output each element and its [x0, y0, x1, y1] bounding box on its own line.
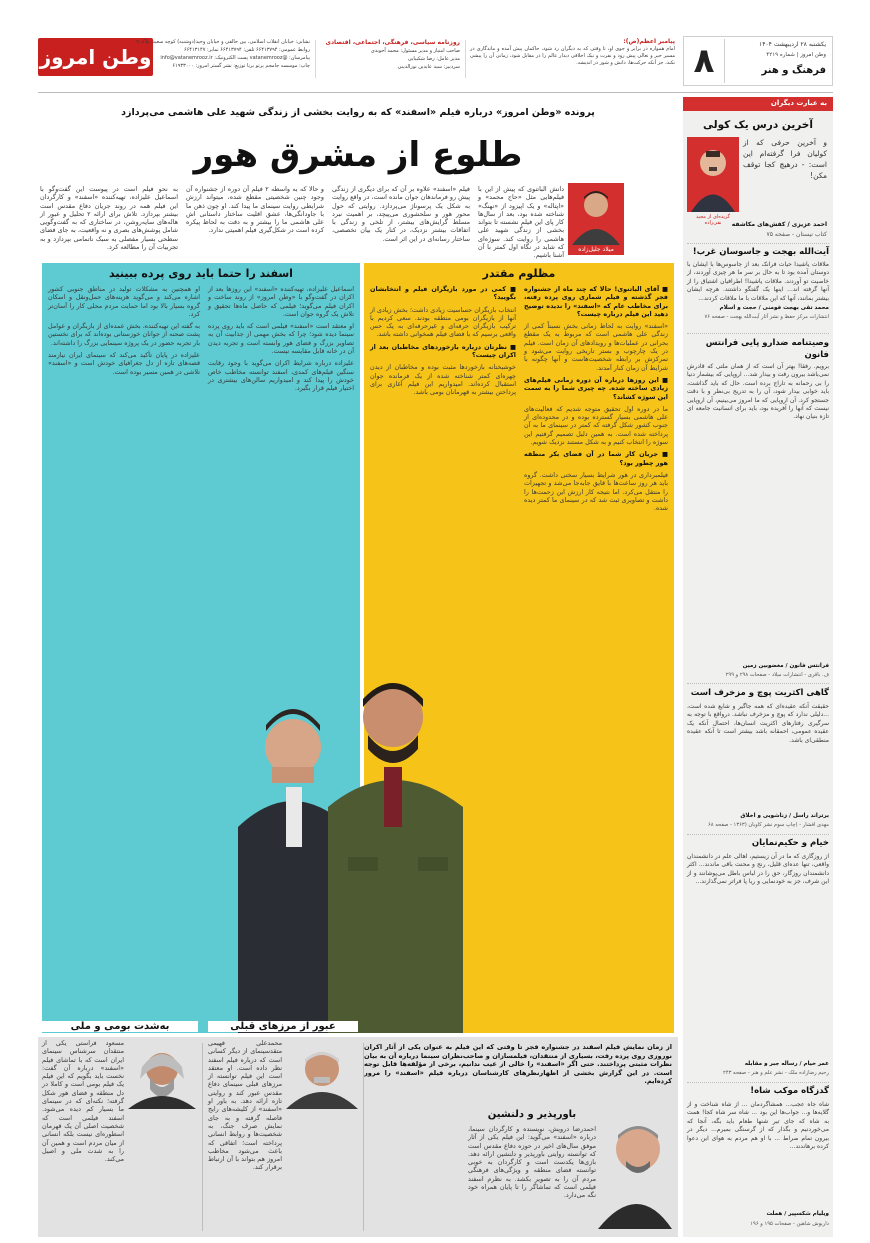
sidebar-lead-source: کتاب نیستان - صفحه ۷۵	[766, 231, 827, 238]
opinion-portrait-figure	[598, 1109, 672, 1229]
interview-question: ■ جریان کار شما در آن فضای بکر منطقه هور چطور بود؟	[524, 450, 668, 467]
sidebar-item-byline: محمد تقی بهجت فومنی / حجت و اسلام	[719, 305, 829, 311]
interview-question: ■ آقای الباتنوی! حالا که چند ماه از جشنواره فجر گذشته و فیلم شماری روی پرده رفته، برای مخاطب عام که «اسفند» را ندیده توضیح دهید این فیلم درباره چیست؟	[524, 285, 668, 318]
prophet-quote-title: پیامبر اعظم(ص):	[623, 38, 675, 45]
sidebar-item-source: داریوش شاهین - صفحات ۱۹۵ و ۱۹۶	[750, 1221, 829, 1227]
author-portrait	[568, 183, 624, 245]
opinion-portrait	[286, 1039, 358, 1109]
prophet-quote	[470, 38, 675, 80]
section-label: فرهنگ و هنر	[761, 65, 826, 76]
sidebar-item-body: شاه جاه عجب... همشاگردمان ... از شاه شناخت و از گلایه‌ها و... جواب‌ها این بود ... شاه سر شاه کجا! همت به شاه که جای تیر شنها طعام باید بگه، آنجا که می‌خوردنیم و بگذار که از گرسنگی بمیرم... دیگر در بیرون تمام صراط ... با او هم مردم به هوای این دعوا کرده برهاندند...	[687, 1101, 829, 1151]
producer-paragraph: اسماعیل علیزاده، تهیه‌کننده «اسفند» این روزها بعد از اکران در گفت‌وگو با «وطن امروز» از روند ساخت و اکران فیلم می‌گوید؛ فیلمی که حاصل ماه‌ها تحقیق و تلاش یک گروه جوان است.	[208, 285, 354, 318]
sidebar-item-title: وصیتنامه ضدارو پایی فرانتس فانون	[705, 338, 829, 360]
producer-paragraph: به گفته این تهیه‌کننده، بخش عمده‌ای از بازیگران و عوامل پشت صحنه از جوانان خوزستانی بوده‌اند که برای نخستین بار تجربه حضور در یک پروژه سینمایی بزرگ را داشته‌اند.	[48, 322, 200, 347]
masthead	[0, 0, 870, 92]
sidebar-item-byline: عمر خیام / رساله جبر و مقابله	[744, 1061, 829, 1067]
producer-left-column	[48, 285, 200, 1025]
sidebar-item-byline: برتراند راسل / زناشویی و اخلاق	[740, 813, 829, 819]
opinion-title: عبور از مرزهای قبلی	[208, 1021, 358, 1032]
interview-answer: خوشبختانه بازخوردها مثبت بوده و مخاطبان از دیدن چهره‌ای کمتر شناخته شده از یک فرمانده جوان استقبال کرده‌اند. امیدواریم این فیلم آغازی برای پرداختن بیشتر به قهرمانان بومی باشد.	[370, 363, 516, 397]
sidebar-lead-title: آخرین درس یک کولی	[703, 119, 813, 131]
opinion-body: مسعود فراستی یکی از منتقدان سرشناس سینمای ایران است که با تماشای فیلم «اسفند» درباره آن گفت: نخست باید بگویم که این فیلم یک فیلم بومی است و کاملا در دل منطقه و فضای هور شکل گرفته؛ نکته‌ای که در سینمای ما بسیار کم دیده می‌شود. اسفند فیلمی است که شخصیت اصلی آن یک قهرمان اسطوره‌ای نیست بلکه انسانی از میان مردم است و همین آن را به شدت ملی و اصیل می‌کند.	[42, 1039, 124, 1164]
sidebar-item-byline: فرانتس فانون / مغضوبین زمین	[742, 663, 829, 669]
publisher-line: صاحب امتیاز و مدیر مسئول: محمد آخوندی	[370, 48, 460, 54]
sidebar-item-source: انتشارات مرکز حفظ و نشر آثار آیت‌الله بهجت - صفحه ۷۶	[704, 314, 829, 320]
opinion-body-continued	[208, 1113, 358, 1231]
article-headline: طلوع از مشرق هور	[193, 135, 523, 175]
publisher-line-title: روزنامه سیاسی، فرهنگی، اجتماعی، اقتصادی	[325, 39, 460, 46]
sidebar-lead-body: و آخرین حرفی که از کولیان فرا گرفته‌ام این است: - درهیچ کجا توقف مکن!	[743, 138, 827, 180]
producer-title: اسفند را حتما باید روی پرده ببینید	[109, 267, 293, 280]
date-box	[683, 36, 833, 86]
opinion-title: باورپذیر و دلنشین	[487, 1109, 577, 1120]
producer-paragraph: او همچنین به مشکلات تولید در مناطق جنوبی کشور اشاره می‌کند و می‌گوید هزینه‌های حمل‌ونقل و اسکان گروه بسیار بالا بود اما حمایت مردم محلی کار را آسان‌تر کرد.	[48, 285, 200, 318]
sidebar-lead-byline: احمد عزیزی / کفش‌های مکاشفه	[731, 221, 827, 228]
article-kicker: پرونده «وطن امروز» درباره فیلم «اسفند» که به روایت بخشی از زندگی شهید علی هاشمی می‌پردازد	[121, 107, 595, 118]
sidebar-item-body: برویم. رفقا! بهتر آن است که از همان ملتی که قادرش نمی‌باشد بیرون رفت و بیدار شد... اروپایی که بیشمار دنیا را بی رحمانه به تاراج برده است. حال که باید گذاشت، باید خوابی بیدار شود، آن را به تدریج بی‌نظر و با دقت جستجو کرد. آن اروپایی که ما امروز می‌بینیم، آن اروپایی نیست که آنها را آفریده بود، باید برای انسانیت جامعه ای تازه بنیان نهاد.	[687, 363, 829, 421]
interview-title: مظلوم مقتدر	[482, 267, 556, 280]
interview-question: ■ نظرتان درباره بازخوردهای مخاطبان بعد از اکران چیست؟	[370, 342, 516, 360]
publisher-line: سردبیر: سید عابدین نورالدینی	[397, 64, 460, 70]
interview-question: ■ این روزها درباره آن دوره زمانی فیلم‌های زیادی ساخته شده. چه چیزی شما را به سمت این سوژه کشاند؟	[524, 375, 668, 401]
opinion-body: احمدرضا درویش، نویسنده و کارگردان سینما، درباره «اسفند» می‌گوید: این فیلم یکی از آثار موفق سال‌های اخیر در حوزه دفاع مقدس است که توانسته روایتی باورپذیر و دلنشین ارائه دهد. بازی‌ها یکدست است و کارگردان به خوبی توانسته فضای منطقه و ویژگی‌های فرهنگی مردم آن را به تصویر بکشد. به نظرم اسفند فیلمی است که تماشاگر را تا پایان همراه خود نگه می‌دارد.	[468, 1125, 596, 1200]
opinion-portrait	[598, 1109, 672, 1229]
sidebar-item-source: مهدی افشار - (چاپ سوم نشر کاویان (۱۳۶۳ - صفحه ۶۸	[707, 822, 829, 828]
author-portrait-figure	[568, 183, 624, 245]
sidebar	[683, 97, 833, 1237]
sidebar-item-body: از روزگاری که ما در آن زیستیم، اهالی علم در دانشمندان واقعی، تنها عده‌ای قلیل، رنج و محنت باقی ماندند... اکثر دانشمندان روزگار، حق را در لباس باطل می‌پوشانند و از این شرف، جز به خودنمایی و ریا پا فراتر نمی‌گذارند...	[687, 853, 829, 886]
sidebar-item-title: خیام و حکیم‌نمایان	[751, 838, 829, 848]
sidebar-item-title: گاهی اکثریت پوچ و مزخرف است	[690, 688, 829, 698]
producer-paragraph: او معتقد است «اسفند» فیلمی است که باید روی پرده سینما دیده شود؛ چرا که بخش مهمی از جذابیت آن به تصاویر بزرگ و فضای هور وابسته است و تجربه دیدن آن در خانه قابل مقایسه نیست.	[208, 322, 354, 356]
sidebar-item-title: گدزگاه موکب شاه!	[750, 1086, 829, 1096]
contact-line: نشانی: خیابان انقلاب اسلامی، بین خالقی و خیابان وحید(دوشنبه) کوچه سعید، پلاک ۹	[136, 39, 310, 45]
contact-block	[136, 38, 310, 78]
opinion-portrait-figure	[286, 1039, 358, 1109]
sidebar-item-title: آیت‌الله بهجت و جاسوسان غرب!	[692, 247, 829, 257]
main-photo-figures	[208, 657, 498, 1033]
sidebar-item-body: ملاقات یاشیدا حیات فرانک بعد از جاسوس‌ها با ایشان با دوستان آمده بود تا به حال بر سر ما هر چیزی آوردند، از خاصیت تو آوردند. ملاقات یاشیدا! اطرافیان اشتیاق را از آنها گرفته اند... اینها یک گفتگو داشتند. هرچه ایشان بیشتر بمانند، آنها که این ملاقات با ما ملاقات کردند...	[687, 261, 829, 302]
bottom-panel	[38, 1021, 678, 1237]
opinion-portrait	[128, 1039, 196, 1109]
main-photo	[208, 657, 498, 1033]
contact-line: روابط عمومی: ۶۶۴۱۳۷۹۴ تلفن: ۶۶۴۱۳۷۹۴ نمابر: ۶۶۴۱۳۱۴۷	[183, 47, 310, 53]
logo-text: وطن امروز	[39, 45, 152, 69]
article	[38, 97, 678, 1237]
interview-question: ■ کمی در مورد بازیگران فیلم و انتخابشان بگویید؟	[370, 285, 516, 302]
interview-right-column	[524, 285, 668, 1027]
producer-paragraph: علیزاده درباره شرایط اکران می‌گوید با وجود رقابت سنگین فیلم‌های کمدی، اسفند توانسته مخاطب خاص خودش را پیدا کند و امیدواریم سالن‌های بیشتری در اختیار فیلم قرار بگیرد.	[208, 359, 354, 393]
sidebar-head	[683, 97, 833, 111]
contact-line: پیامرسان: @vatanemrooz پست الکترونیک: info@vatanemrooz.ir	[160, 55, 310, 61]
contact-line: چاپ: موسسه جامجم پرتو برنا توزیع: نشر گستر امروز: ۶۱۹۳۳۰۰۰	[172, 63, 310, 69]
intro-column: فیلم «اسفند» علاوه بر آن که برای دیگری از زندگی پیش رو فرماندهان جوان مانده است، در واقع روایت به شکل یک پرسوناژ می‌پردازد. روایتی که حول محور هور و سلحشوری می‌پیچد، بر اهمیت نبرد مسلط گرایش‌های بیشتر، از تلخی و زندگی با اتفاقات بیشتر نزدیک، در کنار یک بیان تخصصی، ساختار رسانه‌ای در این اثر است.	[332, 185, 470, 243]
issue-label: وطن امروز | شماره ۴۲۱۹	[766, 52, 826, 58]
prophet-quote-text: امام همواره در برابر و جوی او، تا وقتی که به دیگران رد شود، حاکمان پیش آمده و ماندگاری در مسیر خیر و تعالی پیش رود و نفرت و نیک اخلاقی دیدار عالم را در مقابل شود، زمانی آن را پیشی نکند، جز آنکه حرکت‌ها، دانش و شور در اندیشه.	[470, 46, 675, 66]
publisher-block	[320, 38, 460, 78]
lead-portrait	[687, 137, 739, 212]
lead-portrait-caption: گزیده‌ای از مجید نقی‌زاده	[695, 214, 731, 226]
sidebar-item-body: حقیقت آنکه عقیده‌ای که همه جاگیر و شایع شده است، ...دلیلی ندارد که پوچ و مزخرف نباشد. درواقع با توجه به سرگیری رفتارهای اکثریت انسان‌ها، احتمال آنکه یک عقیده عمومی، احمقانه باشد بیشتر است تا آنکه عقیده منطقی‌ای باشد.	[687, 703, 829, 744]
producer-paragraph: علیزاده در پایان تأکید می‌کند که سینمای ایران نیازمند قصه‌های تازه از دل جغرافیای خودش است و «اسفند» تلاشی در همین مسیر بوده است.	[48, 351, 200, 376]
lead-portrait-figure	[687, 137, 739, 212]
publisher-line: مدیر عامل: رضا شکیبایی	[407, 56, 460, 62]
interview-answer: «اسفند» روایت به لحاظ زمانی بخش نسبتاً کمی از زندگی علی هاشمی است که مربوط به یک مقطع بحرانی در عملیات‌ها و رویدادهای آن زمان است. فیلم در یک چارچوب و بستر تاریخی روایت می‌شود و تمرکزش بر رابطه شخصیت‌هاست و آنها چگونه با شرایط آن زمان کنار آمدند.	[524, 322, 668, 372]
sidebar-item-byline: ویلیام شکسپیر / هملت	[766, 1211, 829, 1217]
opinion-portrait-figure	[128, 1039, 196, 1109]
interview-answer: فیلمبرداری در هور شرایط بسیار سختی داشت. گروه باید هر روز ساعت‌ها با قایق جابه‌جا می‌شد و تجهیزات را منتقل می‌کرد. اما نتیجه کار ارزش این زحمت‌ها را داشت و تصاویری ثبت شد که در سینمای ما کمتر دیده شده.	[524, 470, 668, 513]
page-number: ۸	[693, 41, 715, 81]
interview-answer: ما در دوره اول تحقیق متوجه شدیم که فعالیت‌های علی هاشمی بسیار گسترده بوده و در محدوده‌ای از جنوب کشور شکل گرفته که کمتر در سینمای ما به آن پرداخته شده است. به همین دلیل تصمیم گرفتیم این سوژه را انتخاب کنیم و به شکل مستند نزدیک شویم.	[524, 404, 668, 447]
interview-answer: انتخاب بازیگران حساسیت زیادی داشت؛ بخش زیادی از آنها از بازیگران بومی منطقه بودند. سعی کردیم با ترکیب بازیگران حرفه‌ای و غیرحرفه‌ای به یک حس واقعی برسیم که با فضای فیلم همخوانی داشته باشد.	[370, 305, 516, 339]
opinion-title: به‌شدت بومی و ملی	[42, 1021, 198, 1032]
sidebar-item-source: ف. باقری - انتشارات میلاد - صفحات ۲۹۸ و ۲۹۹	[725, 672, 829, 678]
opinion-body: محمدعلی فهیمی متقدسینمای از دیگر کسانی است که درباره فیلم اسفند نظر داده است. او معتقد است این فیلم توانسته از مرزهای قبلی سینمای دفاع مقدس عبور کند و روایتی تازه ارائه دهد. به باور او «اسفند» از کلیشه‌های رایج فاصله گرفته و به جای نمایش صرف جنگ، به شخصیت‌ها و روابط انسانی پرداخته است؛ اتفاقی که باعث می‌شود مخاطب امروز هم بتواند با آن ارتباط برقرار کند.	[208, 1039, 282, 1172]
bottom-intro: از زمان نمایش فیلم اسفند در جشنواره فجر تا وقتی که این فیلم به عنوان یکی از آثار اکران نوروزی روی پرده رفت، بسیاری از منتقدان، فیلمسازان و صاحب‌نظران سینما درباره آن به بیان نظرات مثبتی پرداختند. حتی اگر «اسفند» را خالی از عیب ندانیم، برخی از مؤلفه‌ها قابل توجه است. در این گزارش بخشی از اظهارنظرهای کارشناسان درباره فیلم «اسفند» را مرور کرده‌ایم.	[364, 1043, 672, 1086]
sidebar-item-source: رحیم رضازاده ملک - نشر علم و هنر - صفحه ۲۴۳	[723, 1070, 829, 1076]
sidebar-head-label: به عبارت دیگران	[770, 99, 827, 107]
intro-column: و حالا که به واسطه ۲ فیلم آن دوره از جشنواره آن وجود چنین شخصیتی مقطع شده، میتواند ارزش شرایطی روایت سینمای ما پیدا کند. او چون ذهن ما با جاودانگی‌ها، عشق اقلیت ساختار داستانی اش علی هاشمی ما را بیشتر و به دقت به لحاظ پیکره کرده است در شکل‌گیری فیلم اهمیتی ندارد.	[186, 185, 325, 235]
day-date: یکشنبه ۲۸ اردیبهشت ۱۴۰۴	[759, 41, 826, 48]
intro-column: به نحو فیلم است در پیوست این گفت‌وگو با اسماعیل علیزاده، تهیه‌کننده «اسفند» و کارگردان این فیلم همه در روند جریان دفاع مقدس است بیشتر بپردازد. تلاش برای ارائه ۲ تحلیل و عبور از هاله‌های سایه‌روشن، در ساختاری که به گفت‌وگویی شامل پوشش‌های بصری و نه واقعیت، به جای فضای سطحی بسیار مفصلی به سبک ناتمامی بپردازد و به تجربیات آن را مطالعه کرد.	[40, 185, 178, 252]
intro-column: دانش الباتنوی که پیش از این با فیلم‌هایی مثل «حاج محمد» و «اپتاله» و یک اپیزود از «نهنگ» شناخته شده بود، بعد از سال‌ها کار پای این فیلم نشسته تا بتواند بخشی از زندگی شهید علی هاشمی را روایت کند. سوژه‌ای که شاید در نگاه اول کمتر با آن آشنا باشیم.	[478, 185, 564, 260]
author-name: میلاد جلیل‌زاده	[568, 245, 624, 255]
